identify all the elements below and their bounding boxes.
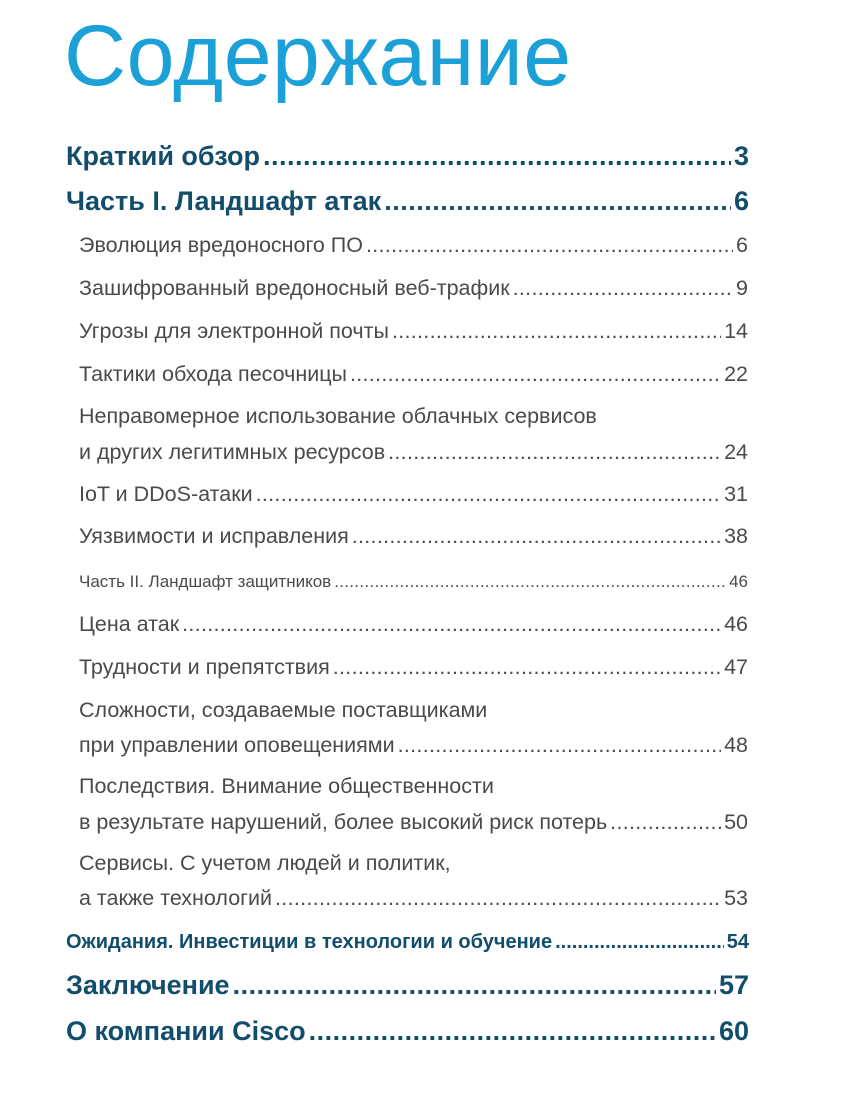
toc-entry-label: Краткий обзор [66, 141, 260, 171]
toc-entry-line1: Неправомерное использование облачных сервисов [79, 404, 597, 428]
toc-entry-part-1[interactable] [66, 181, 749, 221]
toc-entry-label: Ожидания. Инвестиции в технологии и обучение [66, 931, 553, 953]
toc-entry-label: Часть I. Ландшафт атак [66, 186, 382, 216]
toc-page-number: 50 [724, 810, 748, 834]
dot-leader [275, 883, 721, 913]
toc-page-number: 60 [718, 1016, 749, 1046]
toc-entry-label: Заключение [66, 970, 230, 1000]
toc-entry-encrypted-traffic[interactable] [79, 273, 748, 303]
toc-entry-label: О компании Cisco [66, 1016, 306, 1046]
toc-entry-label: Цена атак [79, 612, 180, 636]
dot-leader [256, 479, 721, 509]
dot-leader [333, 652, 721, 682]
toc-entry-vendor-complexity[interactable] [79, 730, 748, 760]
toc-page-number: 47 [724, 655, 748, 679]
dot-leader [182, 609, 721, 639]
dot-leader [366, 230, 733, 260]
toc-entry-label: Угрозы для электронной почты [79, 319, 389, 343]
toc-entry-label: Часть II. Ландшафт защитников [79, 572, 332, 591]
toc-entry-attack-cost[interactable] [79, 609, 748, 639]
toc-entry-label: при управлении оповещениями [79, 733, 395, 757]
toc-page-number: 6 [733, 186, 749, 216]
toc-entry-label: в результате нарушений, более высокий риск потерь [79, 810, 608, 834]
dot-leader [334, 567, 726, 597]
toc-entry-line1: Сервисы. С учетом людей и политик, [79, 851, 451, 875]
dot-leader [233, 965, 716, 1005]
toc-page-number: 24 [724, 440, 748, 464]
toc-entry-malware-evolution[interactable] [79, 230, 748, 260]
toc-page-number: 6 [736, 233, 748, 257]
toc-page-number: 53 [724, 886, 748, 910]
toc-entry-about-cisco[interactable] [66, 1011, 749, 1051]
toc-entry-label: Эволюция вредоносного ПО [79, 233, 363, 257]
toc-entry-label: IoT и DDoS-атаки [79, 482, 253, 506]
toc-entry-executive-summary[interactable] [66, 136, 749, 176]
dot-leader [555, 927, 724, 957]
toc-entry-line1: Последствия. Внимание общественности [79, 774, 494, 798]
toc-page-number: 48 [724, 733, 748, 757]
dot-leader [384, 181, 731, 221]
toc-entry-cloud-abuse[interactable] [79, 437, 748, 467]
toc-entry-consequences[interactable] [79, 807, 748, 837]
dot-leader [352, 521, 721, 551]
toc-page-number: 31 [724, 482, 748, 506]
toc-entry-label: Трудности и препятствия [79, 655, 330, 679]
toc-entry-label: Тактики обхода песочницы [79, 362, 347, 386]
toc-page-number: 46 [724, 612, 748, 636]
dot-leader [350, 359, 721, 389]
toc-entry-label: а также технологий [79, 886, 273, 910]
dot-leader [610, 807, 721, 837]
toc-page-number: 3 [733, 141, 749, 171]
toc-entry-expectations[interactable] [66, 927, 749, 957]
toc-entry-email-threats[interactable] [79, 316, 748, 346]
toc-page-number: 54 [726, 931, 749, 953]
toc-entry-services[interactable] [79, 883, 748, 913]
toc-page-number: 46 [729, 572, 748, 591]
dot-leader [388, 437, 721, 467]
dot-leader [309, 1011, 716, 1051]
toc-entry-line1: Сложности, создаваемые поставщиками [79, 698, 488, 722]
dot-leader [392, 316, 721, 346]
toc-entry-label: и других легитимных ресурсов [79, 440, 386, 464]
dot-leader [513, 273, 733, 303]
dot-leader [398, 730, 721, 760]
toc-entry-part-2[interactable] [79, 567, 748, 597]
toc-page-number: 57 [718, 970, 749, 1000]
toc-entry-label: Уязвимости и исправления [79, 524, 349, 548]
toc-entry-vulnerabilities[interactable] [79, 521, 748, 551]
toc-entry-label: Зашифрованный вредоносный веб-трафик [79, 276, 510, 300]
toc-page-number: 22 [724, 362, 748, 386]
toc-page-number: 14 [724, 319, 748, 343]
toc-entry-challenges[interactable] [79, 652, 748, 682]
dot-leader [263, 136, 731, 176]
toc-page-number: 38 [724, 524, 748, 548]
page-title: Содержание [64, 8, 572, 104]
toc-entry-sandbox-evasion[interactable] [79, 359, 748, 389]
toc-entry-iot-ddos[interactable] [79, 479, 748, 509]
toc-page-number: 9 [736, 276, 748, 300]
toc-entry-conclusion[interactable] [66, 965, 749, 1005]
